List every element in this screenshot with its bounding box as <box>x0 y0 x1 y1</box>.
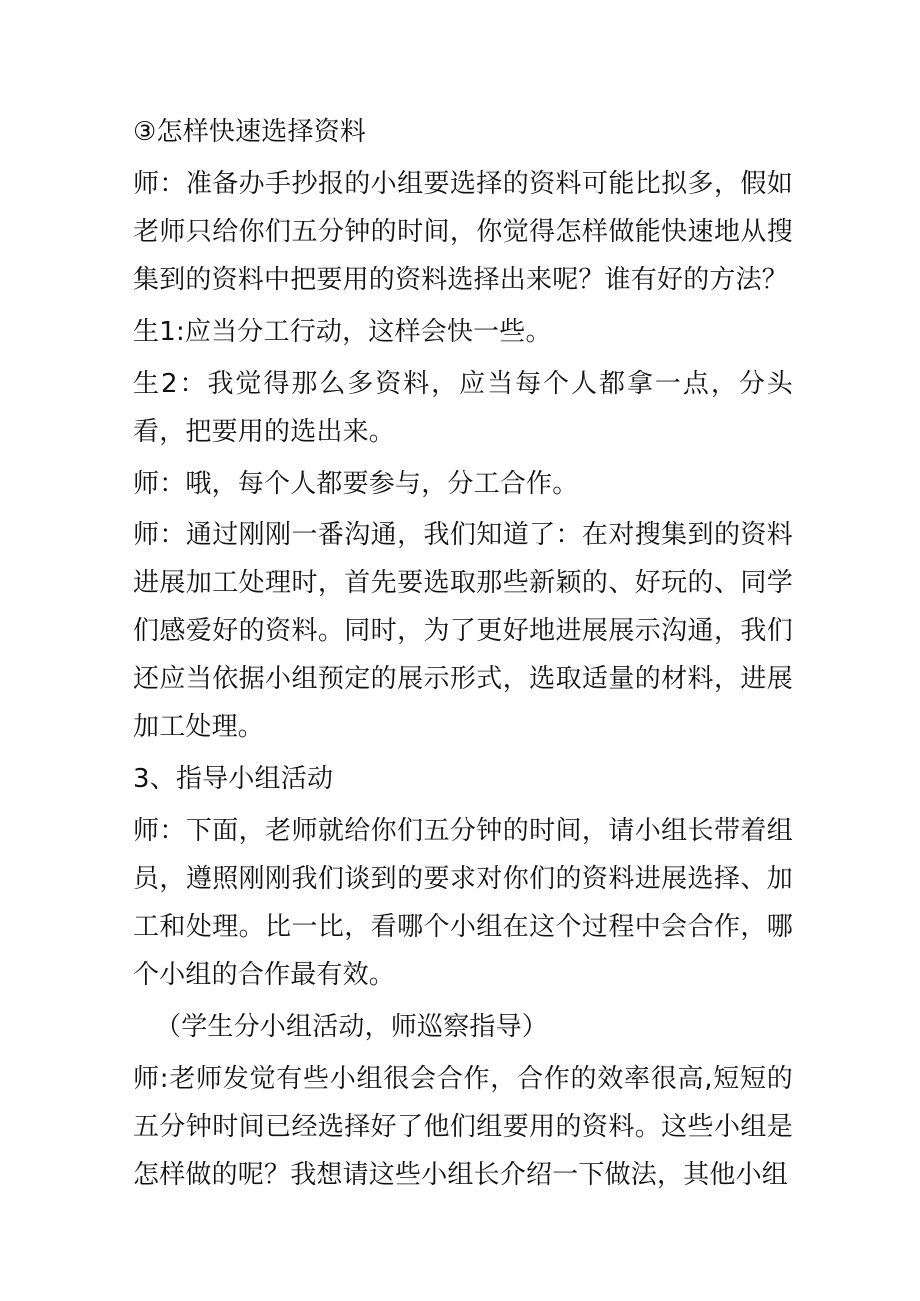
teacher-question-paragraph: 师：准备办手抄报的小组要选择的资料可能比拟多，假如老师只给你们五分钟的时间，你觉得怎样做能快速地从搜集到的资料中把要用的资料选择出来呢？谁有好的方法？ <box>133 168 793 295</box>
teacher-summary-paragraph: 师：通过刚刚一番沟通，我们知道了：在对搜集到的资料进展加工处理时，首先要选取那些新颖的、好玩的、同学们感爱好的资料。同时，为了更好地进展展示沟通，我们还应当依据小组预定的展示形式，选取适量的材料，进展加工处理。 <box>133 520 793 743</box>
teacher-response: 师：哦，每个人都要参与，分工合作。 <box>133 468 579 499</box>
student-1-answer: 生1:应当分工行动，这样会快一些。 <box>133 316 552 347</box>
teacher-observation-paragraph: 师:老师发觉有些小组很会合作，合作的效率很高,短短的五分钟时间已经选择好了他们组要用的资料。这些小组是怎样做的呢？我想请这些小组长介绍一下做法，其他小组 <box>133 1064 793 1191</box>
section-heading-group-activity: 3、指导小组活动 <box>133 764 334 795</box>
stage-direction-note: （学生分小组活动，师巡察指导） <box>155 1012 549 1043</box>
student-2-answer: 生2：我觉得那么多资料，应当每个人都拿一点，分头看，把要用的选出来。 <box>133 368 793 447</box>
document-body <box>133 108 793 1203</box>
section-heading-choose-materials: ③怎样快速选择资料 <box>133 117 367 147</box>
teacher-instruction-paragraph: 师：下面，老师就给你们五分钟的时间，请小组长带着组员，遵照刚刚我们谈到的要求对你们的资料进展选择、加工和处理。比一比，看哪个小组在这个过程中会合作，哪个小组的合作最有效。 <box>133 816 793 991</box>
